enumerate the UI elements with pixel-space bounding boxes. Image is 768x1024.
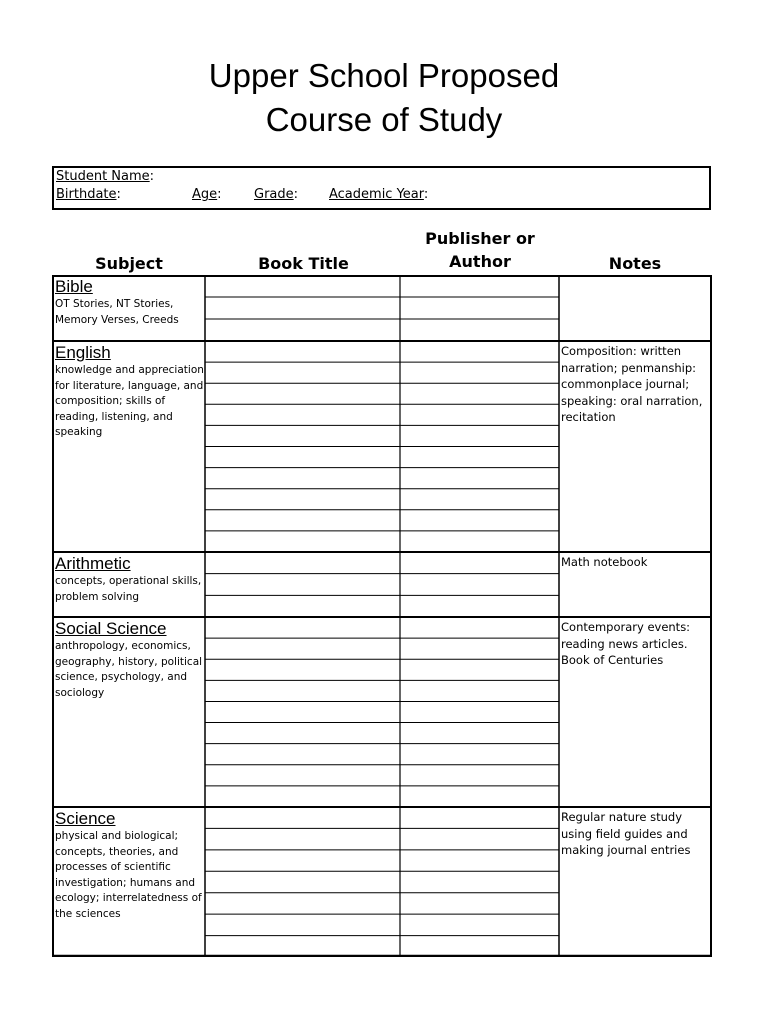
colon: :: [149, 169, 155, 184]
subject-name: Social Science: [55, 619, 167, 638]
subject-description: concepts, operational skills, problem solving: [55, 575, 202, 603]
student-info-box: [52, 166, 711, 210]
subject-cell-social-science: [55, 619, 207, 701]
subject-name: Science: [55, 809, 116, 828]
subject-description: OT Stories, NT Stories, Memory Verses, Creeds: [55, 298, 179, 326]
age-field[interactable]: [192, 187, 222, 202]
birthdate-label: Birthdate: [56, 187, 117, 202]
header-publisher: [401, 229, 559, 271]
subject-name: Bible: [55, 277, 93, 296]
page-title-line2: Course of Study: [265, 101, 503, 138]
subject-description: anthropology, economics, geography, history, political science, psychology, and sociology: [55, 640, 203, 699]
student-name-label: Student Name: [56, 169, 150, 184]
header-publisher-line1: Publisher or: [425, 229, 535, 248]
academic-year-field[interactable]: [329, 187, 428, 202]
subject-name: Arithmetic: [55, 554, 131, 573]
age-label: Age: [192, 187, 218, 202]
subject-name: English: [55, 343, 111, 362]
header-notes: Notes: [608, 254, 662, 273]
student-name-field[interactable]: [56, 169, 154, 184]
subject-cell-english: [55, 343, 207, 441]
subject-cell-science: [55, 809, 207, 922]
notes-cell: Composition: written narration; penmanship: commonplace journal; speaking: oral narration, recitation: [561, 344, 703, 424]
course-table: [52, 275, 712, 957]
birthdate-field[interactable]: [56, 187, 121, 202]
page-title-line1: Upper School Proposed: [208, 57, 560, 94]
grade-label: Grade: [254, 187, 294, 202]
colon: :: [423, 187, 429, 202]
subject-description: knowledge and appreciation for literature, language, and composition; skills of reading, listening, and speaking: [55, 364, 204, 438]
colon: :: [217, 187, 222, 202]
header-book-title: Book Title: [258, 254, 349, 273]
colon: :: [116, 187, 121, 202]
subject-description: physical and biological; concepts, theories, and processes of scientific investigation; humans and ecology; interrelatedness of the sciences: [55, 830, 202, 920]
header-publisher-line2: Author: [449, 252, 511, 271]
colon: :: [293, 187, 299, 202]
grade-field[interactable]: [254, 187, 298, 202]
notes-cell: Regular nature study using field guides and making journal entries: [561, 810, 691, 857]
subject-cell-bible: [55, 277, 207, 328]
header-subject: Subject: [95, 254, 163, 273]
notes-cell: Contemporary events: reading news articles. Book of Centuries: [561, 620, 691, 667]
academic-year-label: Academic Year: [329, 187, 424, 202]
subject-cell-arithmetic: [55, 554, 207, 605]
notes-cell: Math notebook: [561, 555, 648, 569]
